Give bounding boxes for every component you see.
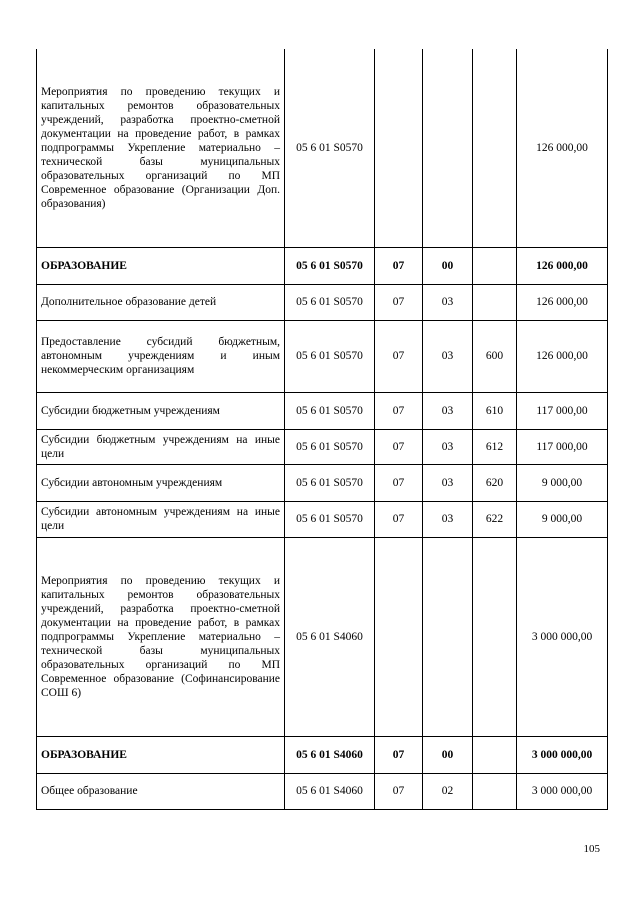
row-section: 07 [375, 247, 423, 284]
row-amount: 117 000,00 [517, 429, 608, 464]
row-expense-type [473, 247, 517, 284]
row-expense-type [473, 773, 517, 809]
row-target-article: 05 6 01 S4060 [285, 773, 375, 809]
row-target-article: 05 6 01 S0570 [285, 284, 375, 320]
row-subsection [423, 537, 473, 736]
row-name: ОБРАЗОВАНИЕ [37, 247, 285, 284]
row-target-article: 05 6 01 S4060 [285, 736, 375, 773]
row-target-article: 05 6 01 S0570 [285, 320, 375, 392]
row-expense-type: 622 [473, 501, 517, 537]
row-section: 07 [375, 320, 423, 392]
row-subsection: 00 [423, 736, 473, 773]
row-target-article: 05 6 01 S4060 [285, 537, 375, 736]
row-subsection: 03 [423, 284, 473, 320]
row-amount: 9 000,00 [517, 464, 608, 501]
row-expense-type: 612 [473, 429, 517, 464]
row-section: 07 [375, 773, 423, 809]
row-section: 07 [375, 464, 423, 501]
row-name: Субсидии бюджетным учреждениям [37, 392, 285, 429]
row-amount: 117 000,00 [517, 392, 608, 429]
row-section: 07 [375, 284, 423, 320]
row-expense-type [473, 284, 517, 320]
row-target-article: 05 6 01 S0570 [285, 464, 375, 501]
table-row [37, 736, 608, 773]
row-section [375, 49, 423, 247]
row-expense-type [473, 49, 517, 247]
row-target-article: 05 6 01 S0570 [285, 429, 375, 464]
row-amount: 126 000,00 [517, 247, 608, 284]
row-name: ОБРАЗОВАНИЕ [37, 736, 285, 773]
table-row [37, 392, 608, 429]
row-amount: 126 000,00 [517, 284, 608, 320]
row-section: 07 [375, 736, 423, 773]
row-name: Субсидии автономным учреждениям [37, 464, 285, 501]
row-name: Мероприятия по проведению текущих и капитальных ремонтов образовательных учреждений, разработка проектно-сметной документации на проведение работ, в рамках подпрограммы Укрепление материально – технической базы муниципальных образовательных организаций по МП Современное образование (Софинансирование СОШ 6) [37, 537, 285, 736]
table-row [37, 247, 608, 284]
row-name: Общее образование [37, 773, 285, 809]
row-expense-type [473, 736, 517, 773]
row-section: 07 [375, 392, 423, 429]
row-subsection: 03 [423, 320, 473, 392]
row-amount: 126 000,00 [517, 49, 608, 247]
row-subsection [423, 49, 473, 247]
row-subsection: 03 [423, 501, 473, 537]
row-name: Субсидии автономным учреждениям на иные цели [37, 501, 285, 537]
row-expense-type: 610 [473, 392, 517, 429]
row-name: Предоставление субсидий бюджетным, автономным учреждениям и иным некоммерческим организациям [37, 320, 285, 392]
row-amount: 3 000 000,00 [517, 736, 608, 773]
row-amount: 9 000,00 [517, 501, 608, 537]
row-subsection: 03 [423, 392, 473, 429]
row-subsection: 00 [423, 247, 473, 284]
table-row [37, 537, 608, 736]
row-target-article: 05 6 01 S0570 [285, 49, 375, 247]
row-expense-type: 620 [473, 464, 517, 501]
row-amount: 3 000 000,00 [517, 537, 608, 736]
table-row [37, 49, 608, 247]
row-section: 07 [375, 429, 423, 464]
table-row [37, 464, 608, 501]
table-row [37, 284, 608, 320]
row-section: 07 [375, 501, 423, 537]
row-target-article: 05 6 01 S0570 [285, 247, 375, 284]
row-subsection: 03 [423, 464, 473, 501]
row-amount: 126 000,00 [517, 320, 608, 392]
budget-table [36, 49, 608, 810]
row-target-article: 05 6 01 S0570 [285, 501, 375, 537]
page-number: 105 [583, 843, 600, 855]
row-subsection: 02 [423, 773, 473, 809]
row-target-article: 05 6 01 S0570 [285, 392, 375, 429]
row-name: Дополнительное образование детей [37, 284, 285, 320]
row-subsection: 03 [423, 429, 473, 464]
row-amount: 3 000 000,00 [517, 773, 608, 809]
table-row [37, 320, 608, 392]
table-row [37, 429, 608, 464]
row-expense-type: 600 [473, 320, 517, 392]
row-name: Мероприятия по проведению текущих и капитальных ремонтов образовательных учреждений, разработка проектно-сметной документации на проведение работ, в рамках подпрограммы Укрепление материально – технической базы муниципальных образовательных организаций по МП Современное образование (Организации Доп. образования) [37, 49, 285, 247]
row-expense-type [473, 537, 517, 736]
row-name: Субсидии бюджетным учреждениям на иные цели [37, 429, 285, 464]
row-section [375, 537, 423, 736]
table-row [37, 773, 608, 809]
table-row [37, 501, 608, 537]
